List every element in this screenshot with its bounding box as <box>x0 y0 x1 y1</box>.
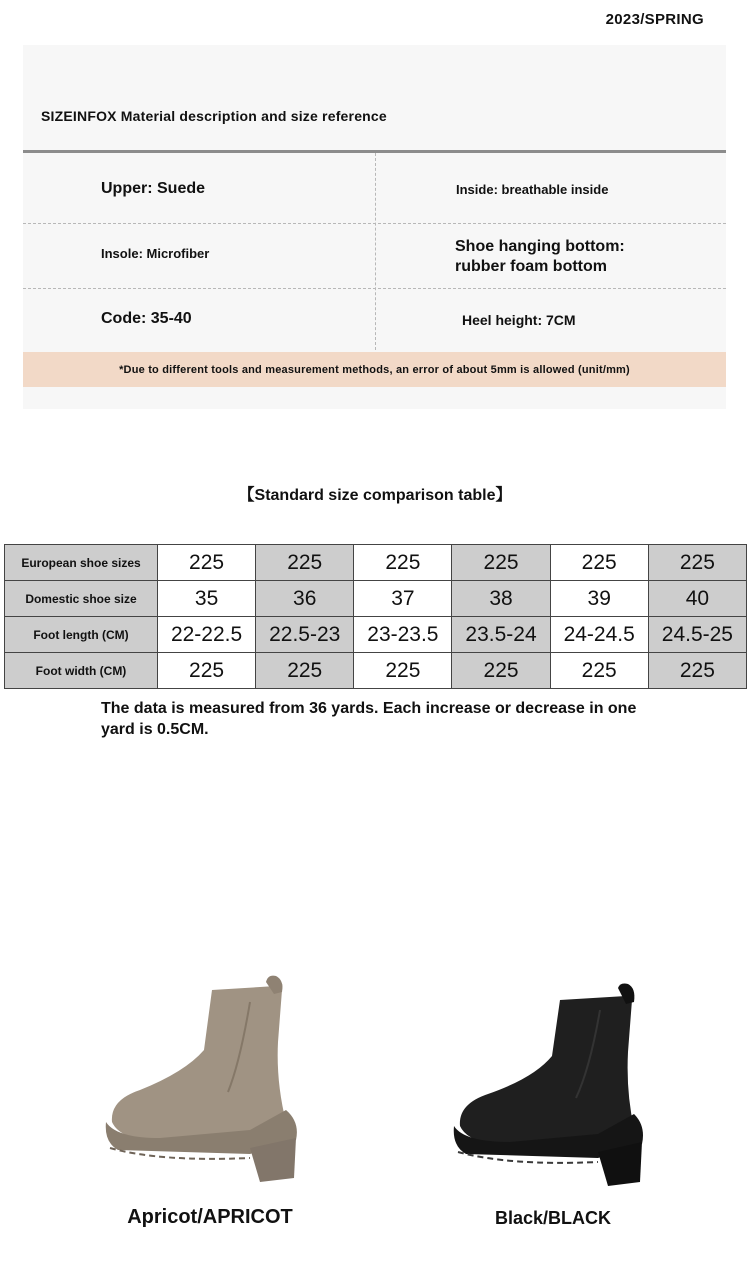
table-cell: 24-24.5 <box>550 617 648 653</box>
info-title: SIZEINFOX Material description and size reference <box>41 108 387 124</box>
table-row <box>5 545 747 581</box>
bottom-material-line1: Shoe hanging bottom: <box>455 238 625 255</box>
row-label: Domestic shoe size <box>5 581 158 617</box>
table-cell: 36 <box>256 581 354 617</box>
size-code: Code: 35-40 <box>101 310 192 327</box>
row-divider <box>23 223 726 224</box>
apricot-boot-image <box>100 972 310 1187</box>
size-comparison-table <box>4 544 747 689</box>
table-cell: 35 <box>158 581 256 617</box>
table-cell: 225 <box>648 653 746 689</box>
table-cell: 225 <box>648 545 746 581</box>
table-cell: 225 <box>354 653 452 689</box>
table-cell: 225 <box>256 545 354 581</box>
upper-material: Upper: Suede <box>101 180 206 197</box>
black-boot-image <box>450 982 650 1197</box>
table-row <box>5 581 747 617</box>
table-cell: 23.5-24 <box>452 617 550 653</box>
measurement-explanation: The data is measured from 36 yards. Each increase or decrease in one yard is 0.5CM. <box>101 700 637 738</box>
table-cell: 225 <box>158 545 256 581</box>
table-cell: 38 <box>452 581 550 617</box>
table-cell: 39 <box>550 581 648 617</box>
table-cell: 225 <box>452 545 550 581</box>
material-grid <box>23 153 726 350</box>
table-cell: 225 <box>452 653 550 689</box>
table-cell: 225 <box>550 545 648 581</box>
black-color-label: Black/BLACK <box>494 1208 612 1228</box>
insole-material: Insole: Microfiber <box>101 246 210 261</box>
material-info-panel <box>23 45 726 409</box>
table-cell: 22-22.5 <box>158 617 256 653</box>
table-row <box>5 653 747 689</box>
table-row <box>5 617 747 653</box>
table-cell: 37 <box>354 581 452 617</box>
table-cell: 225 <box>354 545 452 581</box>
column-divider <box>375 153 376 350</box>
apricot-color-label: Apricot/APRICOT <box>127 1206 293 1228</box>
table-cell: 225 <box>550 653 648 689</box>
table-cell: 22.5-23 <box>256 617 354 653</box>
measurement-note: *Due to different tools and measurement methods, an error of about 5mm is allowed (unit/mm) <box>23 352 726 387</box>
row-label: European shoe sizes <box>5 545 158 581</box>
table-cell: 23-23.5 <box>354 617 452 653</box>
table-cell: 225 <box>256 653 354 689</box>
row-label: Foot length (CM) <box>5 617 158 653</box>
boot-shaft <box>112 983 286 1142</box>
row-divider <box>23 288 726 289</box>
heel-height: Heel height: 7CM <box>462 312 576 328</box>
table-cell: 40 <box>648 581 746 617</box>
row-label: Foot width (CM) <box>5 653 158 689</box>
bottom-material-line2: rubber foam bottom <box>455 258 607 275</box>
inside-material: Inside: breathable inside <box>456 182 609 197</box>
boot-shaft <box>460 993 634 1146</box>
table-cell: 24.5-25 <box>648 617 746 653</box>
bottom-material <box>455 237 625 277</box>
size-table-title: 【Standard size comparison table】 <box>238 487 512 504</box>
table-cell: 225 <box>158 653 256 689</box>
season-label: 2023/SPRING <box>605 11 704 28</box>
